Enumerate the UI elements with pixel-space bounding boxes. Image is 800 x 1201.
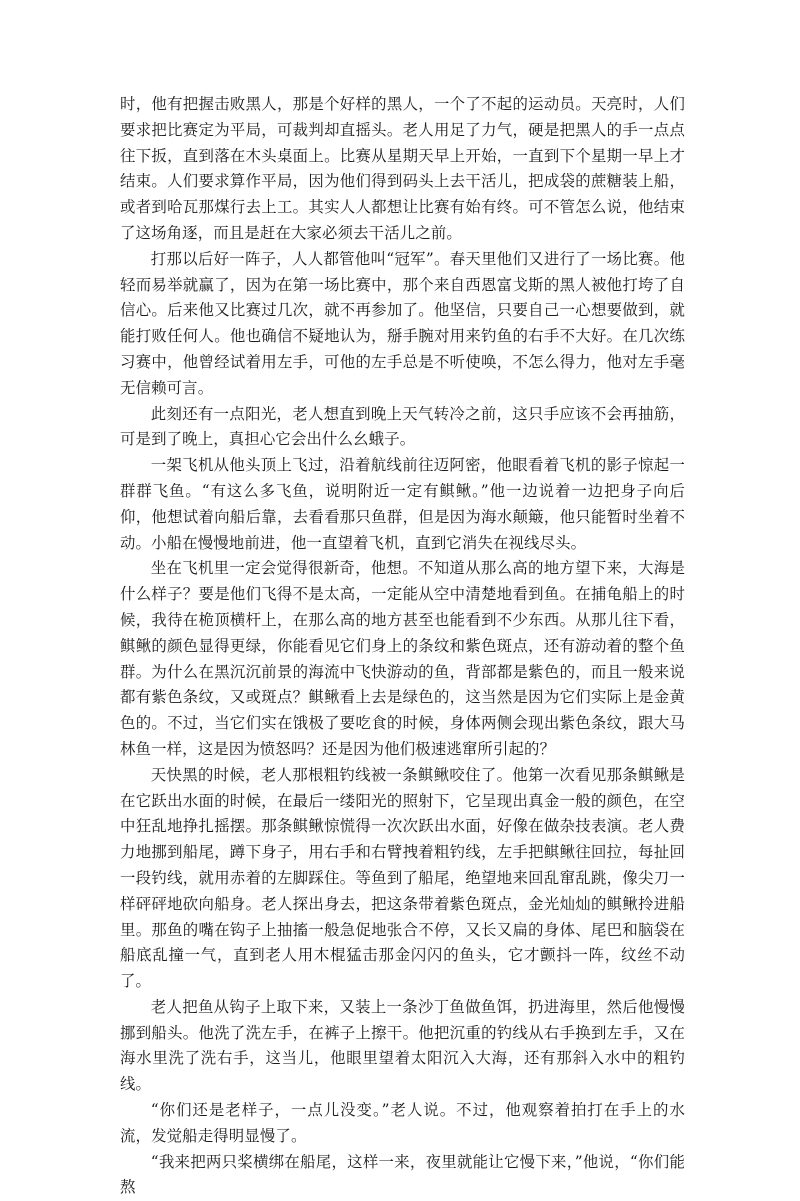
paragraph-5: 坐在飞机里一定会觉得很新奇，他想。不知道从那么高的地方望下来，大海是什么样子？要是他们飞得不是太高，一定能从空中清楚地看到鱼。在捕龟船上的时候，我待在桅顶横杆上，在那么高的地方甚至也能看到不少东西。从那儿往下看，鲯鳅的颜色显得更绿，你能看见它们身上的条纹和紫色斑点，还有游动着的整个鱼群。为什么在黑沉沉前景的海流中飞快游动的鱼，背部都是紫色的，而且一般来说都有紫色条纹，又或斑点？鲯鳅看上去是绿色的，这当然是因为它们实际上是金黄色的。不过，当它们实在饿极了要吃食的时候，身体两侧会现出紫色条纹，跟大马林鱼一样，这是因为愤怒吗？还是因为他们极速逃窜所引起的？ (120, 559, 685, 758)
paragraph-4: 一架飞机从他头顶上飞过，沿着航线前往迈阿密，他眼看着飞机的影子惊起一群群飞鱼。“有这么多飞鱼，说明附近一定有鲯鳅。”他一边说着一边把身子向后仰，他想试着向船后靠，去看看那只鱼群，但是因为海水颠簸，他只能暂时坐着不动。小船在慢慢地前进，他一直望着飞机，直到它消失在视线尽头。 (120, 456, 685, 552)
paragraph-1: 时，他有把握击败黑人，那是个好样的黑人，一个了不起的运动员。天亮时，人们要求把比赛定为平局，可裁判却直摇头。老人用足了力气，硬是把黑人的手一点点往下扳，直到落在木头桌面上。比赛从星期天早上开始，一直到下个星期一早上才结束。人们要求算作平局，因为他们得到码头上去干活儿，把成袋的蔗糖装上船，或者到哈瓦那煤行去上工。其实人人都想让比赛有始有终。可不管怎么说，他结束了这场角逐，而且是赶在大家必须去干活儿之前。 (120, 95, 685, 242)
paragraph-6: 天快黑的时候，老人那根粗钓线被一条鲯鳅咬住了。他第一次看见那条鲯鳅是在它跃出水面的时候，在最后一缕阳光的照射下，它呈现出真金一般的颜色，在空中狂乱地挣扎摇摆。那条鲯鳅惊慌得一次次跃出水面，好像在做杂技表演。老人费力地挪到船尾，蹲下身子，用右手和右臂拽着粗钓线，左手把鲯鳅往回拉，每扯回一段钓线，就用赤着的左脚踩住。等鱼到了船尾，绝望地来回乱窜乱跳，像尖刀一样砰砰地砍向船身。老人探出身去，把这条带着紫色斑点，金光灿灿的鲯鳅拎进船里。那鱼的嘴在钩子上抽搐一般急促地张合不停，又长又扁的身体、尾巴和脑袋在船底乱撞一气，直到老人用木棍猛击那金闪闪的鱼头，它才颤抖一阵，纹丝不动了。 (120, 765, 685, 991)
paragraph-8: “你们还是老样子，一点儿没变。”老人说。不过，他观察着拍打在手上的水流，发觉船走得明显慢了。 (120, 1101, 685, 1145)
paragraph-9: “我来把两只桨横绑在船尾，这样一来，夜里就能让它慢下来，”他说，“你们能熬 (120, 1152, 685, 1197)
paragraph-2: 打那以后好一阵子，人人都管他叫“冠军”。春天里他们又进行了一场比赛。他轻而易举就赢了，因为在第一场比赛中，那个来自西恩富戈斯的黑人被他打垮了自信心。后来他又比赛过几次，就不再参加了。他坚信，只要自己一心想要做到，就能打败任何人。他也确信不疑地认为，掰手腕对用来钓鱼的右手不大好。在几次练习赛中，他曾经试着用左手，可他的左手总是不听使唤，不怎么得力，他对左手毫无信赖可言。 (120, 249, 685, 397)
paragraph-7: 老人把鱼从钩子上取下来，又装上一条沙丁鱼做鱼饵，扔进海里，然后他慢慢挪到船头。他洗了洗左手，在裤子上擦干。他把沉重的钓线从右手换到左手，又在海水里洗了洗右手，这当儿，他眼里望着太阳沉入大海，还有那斜入水中的粗钓线。 (120, 997, 685, 1094)
paragraph-3: 此刻还有一点阳光，老人想直到晚上天气转冷之前，这只手应该不会再抽筋，可是到了晚上，真担心它会出什么幺蛾子。 (120, 404, 685, 449)
document-page (120, 92, 685, 1201)
